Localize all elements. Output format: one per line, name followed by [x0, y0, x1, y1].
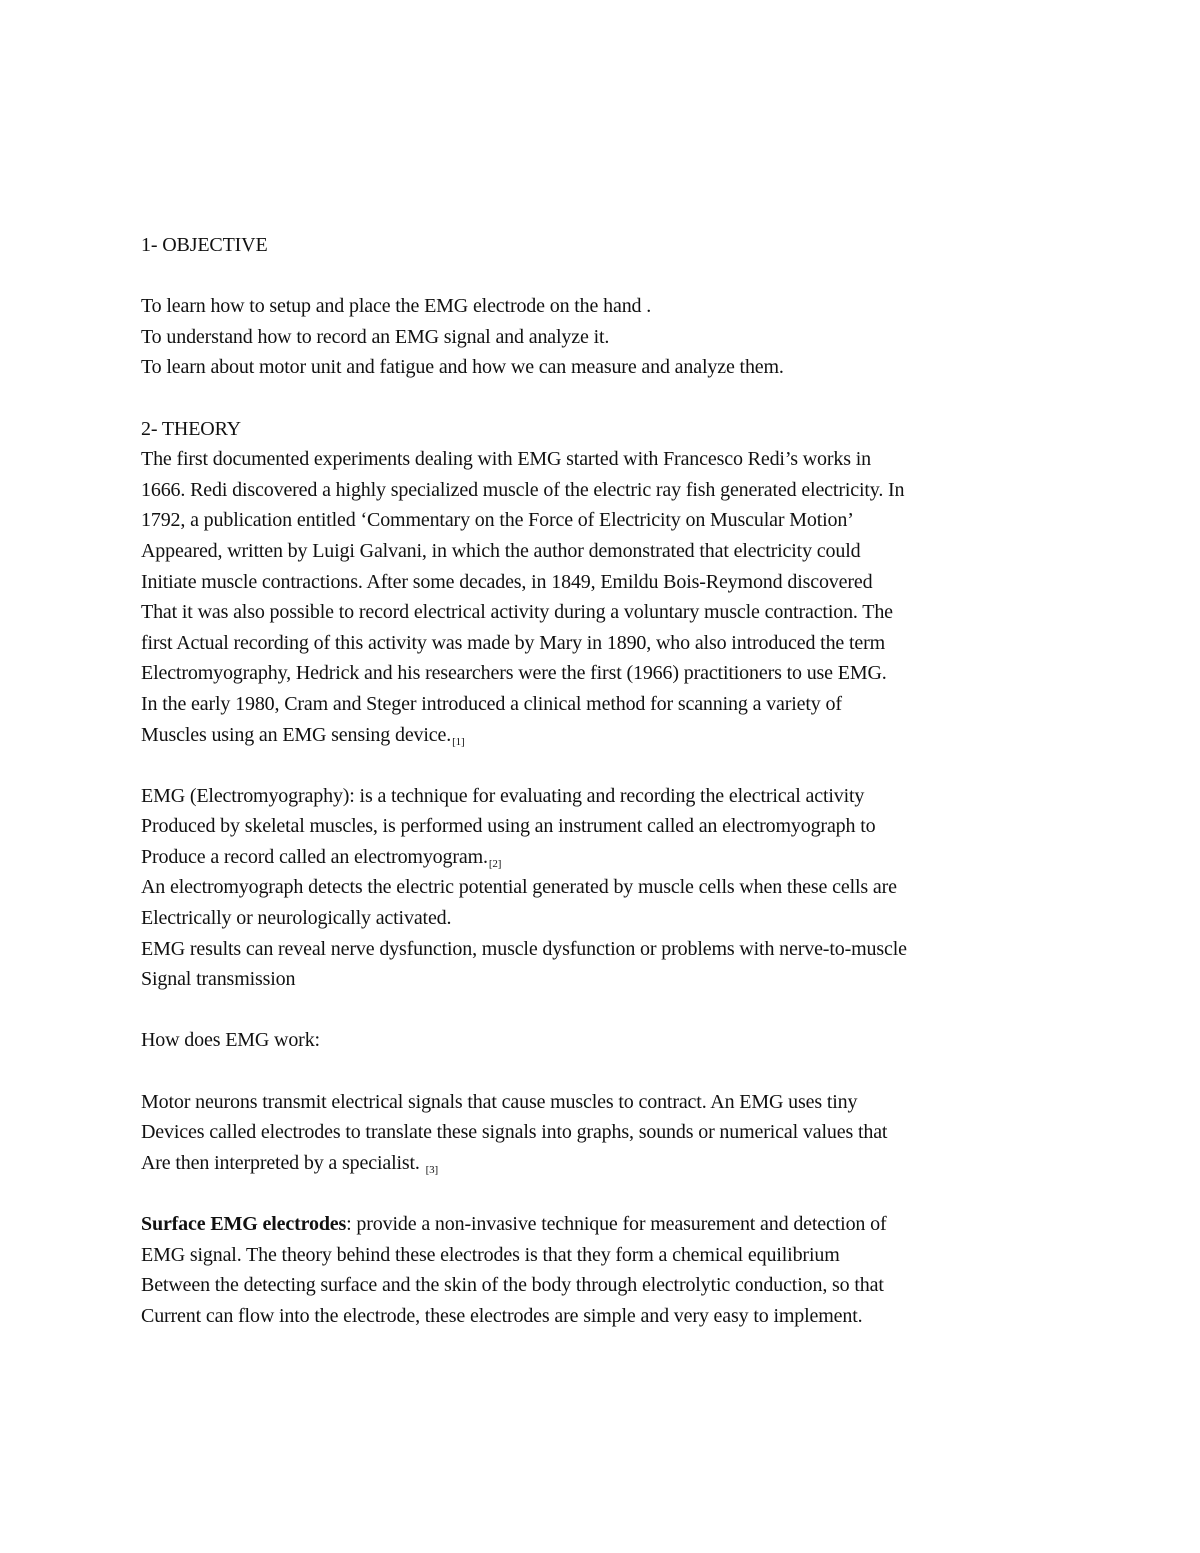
definition-text: Produce a record called an electromyogram. [141, 845, 488, 868]
spacer [141, 261, 1101, 292]
spacer [141, 1178, 1101, 1209]
detection-line: Electrically or neurologically activated. [141, 907, 452, 930]
history-text: Muscles using an EMG sensing device. [141, 723, 452, 746]
detection-line: An electromyograph detects the electric potential generated by muscle cells when these cells are [141, 876, 897, 899]
objective-heading: 1- OBJECTIVE [141, 234, 268, 256]
reference-marker: [1] [452, 735, 465, 748]
how-heading: How does EMG work: [141, 1029, 320, 1052]
surface-line: EMG signal. The theory behind these electrodes is that they form a chemical equilibrium [141, 1243, 840, 1266]
history-line-last [141, 720, 1101, 751]
surface-term: Surface EMG electrodes [141, 1213, 347, 1235]
how-line: Motor neurons transmit electrical signals that cause muscles to contract. An EMG uses tiny [141, 1090, 858, 1113]
how-line: Devices called electrodes to translate these signals into graphs, sounds or numerical values that [141, 1121, 888, 1144]
definition-line-last [141, 842, 1101, 873]
surface-text: : provide a non-invasive technique for measurement and detection of [346, 1213, 887, 1235]
history-line: Electromyography, Hedrick and his researchers were the first (1966) practitioners to use EMG. [141, 662, 887, 685]
surface-line-first [141, 1209, 1101, 1240]
spacer [141, 383, 1101, 414]
definition-line: Produced by skeletal muscles, is performed using an instrument called an electromyograph to [141, 815, 876, 838]
detection-line: Signal transmission [141, 968, 296, 991]
history-line: 1792, a publication entitled ‘Commentary on the Force of Electricity on Muscular Motion’ [141, 509, 854, 532]
spacer [141, 750, 1101, 781]
surface-line: Current can flow into the electrode, these electrodes are simple and very easy to implement. [141, 1304, 863, 1327]
history-line: That it was also possible to record electrical activity during a voluntary muscle contraction. The [141, 601, 893, 624]
history-line: Initiate muscle contractions. After some decades, in 1849, Emildu Bois-Reymond discovered [141, 570, 873, 593]
reference-marker: [2] [488, 857, 502, 870]
objective-line: To understand how to record an EMG signal and analyze it. [141, 325, 610, 348]
how-line-last [141, 1148, 1101, 1179]
document-body [141, 230, 1101, 1331]
spacer [141, 1056, 1101, 1087]
reference-marker: [3] [425, 1163, 439, 1176]
history-line: 1666. Redi discovered a highly specialized muscle of the electric ray fish generated electricity. In [141, 478, 905, 501]
history-line: first Actual recording of this activity was made by Mary in 1890, who also introduced the term [141, 631, 886, 654]
objective-line: To learn how to setup and place the EMG electrode on the hand . [141, 295, 652, 318]
spacer [141, 995, 1101, 1026]
objective-line: To learn about motor unit and fatigue and how we can measure and analyze them. [141, 356, 784, 379]
how-text: Are then interpreted by a specialist. [141, 1151, 425, 1174]
history-line: The first documented experiments dealing with EMG started with Francesco Redi’s works in [141, 448, 871, 471]
surface-line: Between the detecting surface and the skin of the body through electrolytic conduction, so that [141, 1274, 884, 1297]
detection-line: EMG results can reveal nerve dysfunction, muscle dysfunction or problems with nerve-to-muscle [141, 937, 907, 960]
definition-line: EMG (Electromyography): is a technique for evaluating and recording the electrical activity [141, 784, 865, 807]
history-line: In the early 1980, Cram and Steger introduced a clinical method for scanning a variety of [141, 692, 842, 715]
theory-heading: 2- THEORY [141, 417, 241, 440]
history-line: Appeared, written by Luigi Galvani, in which the author demonstrated that electricity could [141, 539, 861, 562]
